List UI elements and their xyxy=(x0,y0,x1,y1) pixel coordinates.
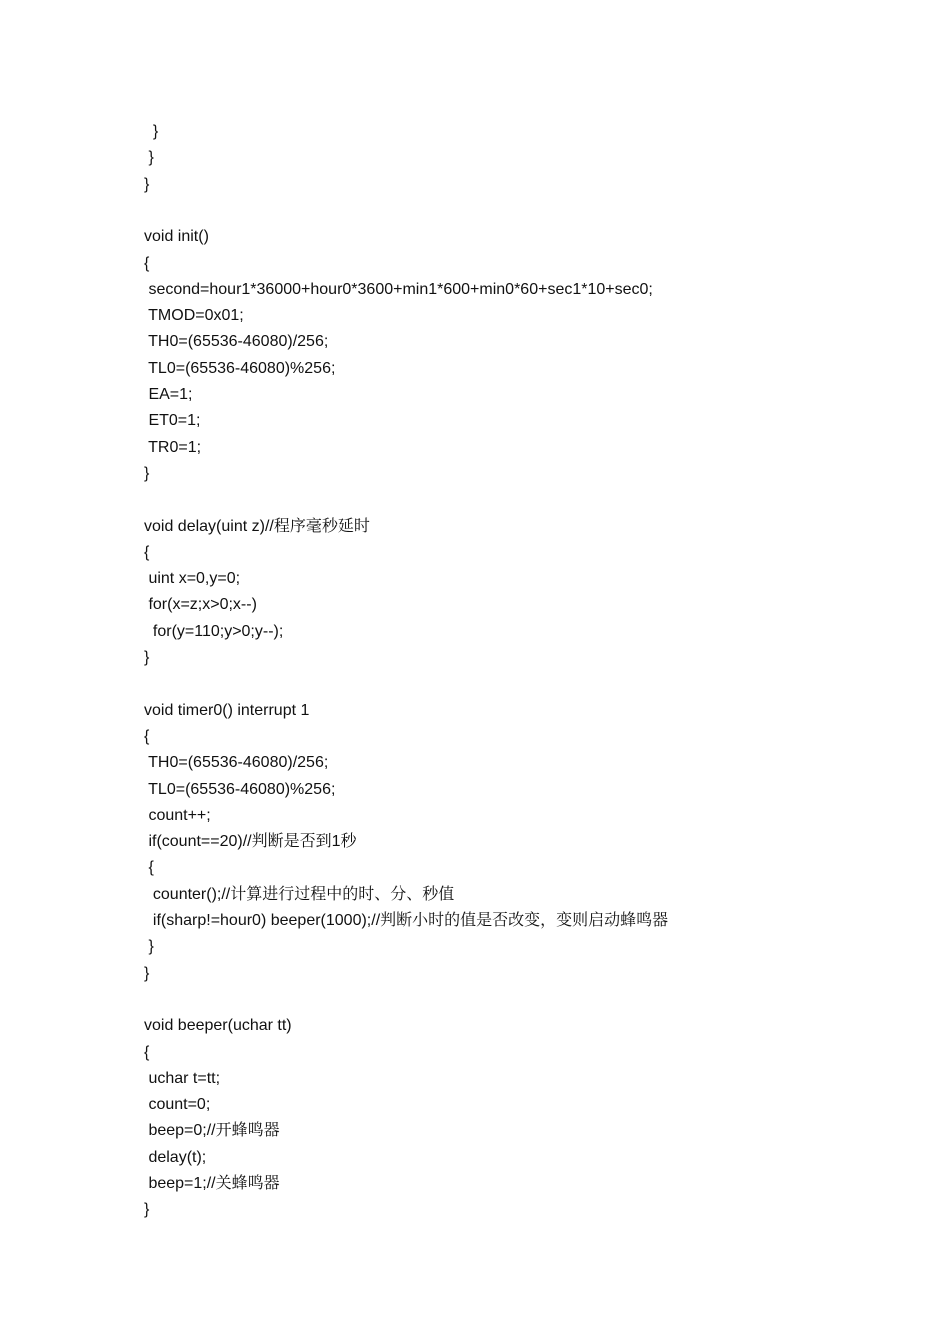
code-line: } xyxy=(144,123,159,140)
code-line: second=hour1*36000+hour0*3600+min1*600+min0*60+sec1*10+sec0; xyxy=(144,280,653,298)
code-line: TR0=1; xyxy=(144,438,202,456)
code-line: } xyxy=(144,649,150,666)
code-line: uchar t=tt; xyxy=(144,1069,221,1087)
code-line: count++; xyxy=(144,806,211,824)
code-line: if(count==20)//判断是否到1秒 xyxy=(144,833,357,851)
code-line: TMOD=0x01; xyxy=(144,307,244,325)
code-line: ET0=1; xyxy=(144,412,201,430)
code-line: count=0; xyxy=(144,1096,211,1114)
code-line: TL0=(65536-46080)%256; xyxy=(144,780,336,798)
code-line: void delay(uint z)//程序毫秒延时 xyxy=(144,517,370,535)
code-line: } xyxy=(144,149,154,167)
code-line: } xyxy=(144,175,150,193)
code-line: { xyxy=(144,254,150,272)
code-line: TL0=(65536-46080)%256; xyxy=(144,359,336,377)
code-line: } xyxy=(144,464,150,482)
code-line: void init() xyxy=(144,228,209,246)
code-line: { xyxy=(144,859,154,877)
code-line: if(sharp!=hour0) beeper(1000);//判断小时的值是否改变，变则启动蜂鸣器 xyxy=(144,912,669,929)
code-line: uint x=0,y=0; xyxy=(144,570,241,588)
code-line: } xyxy=(144,1201,150,1219)
code-line: beep=1;//关蜂鸣器 xyxy=(144,1175,280,1192)
code-line: } xyxy=(144,938,154,956)
code-line: beep=0;//开蜂鸣器 xyxy=(144,1122,280,1140)
code-line: delay(t); xyxy=(144,1148,207,1166)
code-line: for(y=110;y>0;y--); xyxy=(144,622,284,640)
code-line: { xyxy=(144,1043,150,1061)
code-line: } xyxy=(144,964,150,982)
code-line: counter();//计算进行过程中的时、分、秒值 xyxy=(144,885,455,903)
code-line: { xyxy=(144,727,150,745)
code-line: TH0=(65536-46080)/256; xyxy=(144,333,329,351)
code-line: for(x=z;x>0;x--) xyxy=(144,596,257,614)
code-line: TH0=(65536-46080)/256; xyxy=(144,754,329,772)
code-line: void timer0() interrupt 1 xyxy=(144,701,310,719)
code-line: { xyxy=(144,543,150,561)
code-line: EA=1; xyxy=(144,386,193,403)
code-line: void beeper(uchar tt) xyxy=(144,1017,292,1035)
